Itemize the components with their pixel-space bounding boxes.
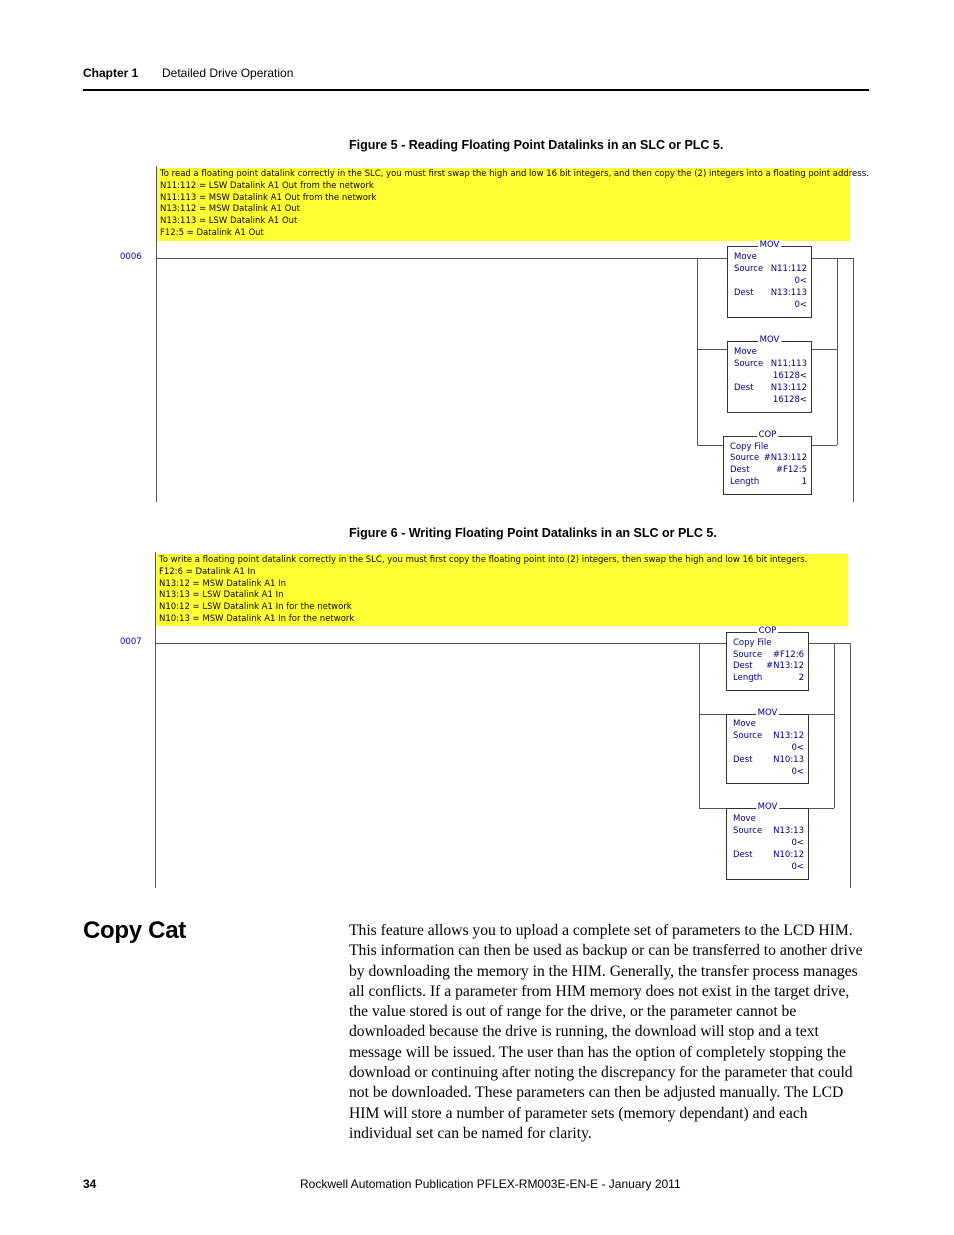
- block-row: Source N11:112: [734, 264, 807, 274]
- branch-left-wire: [699, 643, 700, 808]
- branch-wire: [697, 445, 723, 446]
- block-row: 0<: [794, 300, 807, 310]
- publication-info: Rockwell Automation Publication PFLEX-RM003E-EN-E - January 2011: [300, 1177, 681, 1191]
- right-power-rail: [850, 643, 851, 888]
- branch-wire: [699, 714, 726, 715]
- section-heading: Copy Cat: [83, 917, 186, 944]
- branch-right-wire: [834, 643, 835, 808]
- block-row: Source N11:113: [734, 359, 807, 369]
- block-row: Dest N10:13: [733, 755, 804, 765]
- comment-line: N10:12 = LSW Datalink A1 In for the network: [159, 602, 352, 613]
- comment-line: To write a floating point datalink correctly in the SLC, you must first copy the floating point into (2) integers, then swap the high and low 16 bit integers.: [159, 555, 808, 565]
- mov-instruction-block: [726, 802, 809, 880]
- figure5-rung-number: 0006: [120, 252, 142, 262]
- branch-left-wire: [697, 258, 698, 445]
- block-name: MOV: [759, 240, 780, 250]
- mov-instruction-block: [726, 708, 809, 784]
- comment-line: N11:112 = LSW Datalink A1 Out from the network: [160, 180, 374, 191]
- block-name: COP: [758, 430, 777, 440]
- figure6-caption: Figure 6 - Writing Floating Point Datalinks in an SLC or PLC 5.: [349, 526, 717, 540]
- block-row: Dest #F12:5: [730, 465, 807, 475]
- block-row: Source #F12:6: [733, 650, 804, 660]
- block-name: MOV: [757, 802, 778, 812]
- comment-line: F12:5 = Datalink A1 Out: [160, 227, 264, 238]
- section-body: This feature allows you to upload a complete set of parameters to the LCD HIM. This information can then be used as backup or can be transferred to another drive by downloading the memory in the HIM. Generally, the transfer process manages all conflicts. If a parameter from HIM memory does not exist in the target drive, the value stored is out of range for the drive, or the parameter cannot be downloaded because the drive is running, the download will stop and a text message will be issued. The user than has the option of completely stopping the download or continuing after noting the discrepancy for the parameter that could not be downloaded. These parameters can then be adjusted manually. The LCD HIM will store a number of parameter sets (memory dependant) and each individual set can be named for clarity.: [349, 922, 863, 1142]
- block-title: Move: [734, 347, 757, 357]
- block-name: COP: [758, 626, 777, 636]
- figure6-rung-number: 0007: [120, 637, 142, 647]
- block-row: 0<: [791, 862, 804, 872]
- block-title: Move: [733, 719, 756, 729]
- block-row: Length 2: [733, 673, 804, 683]
- rung-wire: [155, 643, 726, 644]
- branch-wire: [812, 349, 837, 350]
- comment-line: To read a floating point datalink correctly in the SLC, you must first swap the high and low 16 bit integers, and then copy the (2) integers into a floating point address.: [160, 169, 869, 179]
- comment-line: N10:13 = MSW Datalink A1 In for the network: [159, 613, 355, 624]
- block-name: MOV: [759, 335, 780, 345]
- rung-wire: [812, 258, 853, 259]
- comment-line: N11:113 = MSW Datalink A1 Out from the network: [160, 192, 377, 203]
- chapter-label: Chapter 1: [83, 66, 139, 80]
- block-row: Dest N13:113: [734, 288, 807, 298]
- branch-wire: [697, 349, 727, 350]
- figure5-caption: Figure 5 - Reading Floating Point Datalinks in an SLC or PLC 5.: [349, 138, 724, 152]
- cop-instruction-block: [726, 626, 809, 691]
- block-title: Move: [733, 814, 756, 824]
- block-row: 0<: [791, 743, 804, 753]
- branch-wire: [812, 445, 837, 446]
- block-title: Copy File: [733, 638, 772, 648]
- block-row: 0<: [791, 838, 804, 848]
- block-name: MOV: [757, 708, 778, 718]
- branch-wire: [809, 714, 834, 715]
- figure5-comment: [157, 168, 869, 241]
- block-row: Dest N13:112: [734, 383, 807, 393]
- figure6-comment: [156, 554, 848, 626]
- page-number: 34: [83, 1177, 97, 1191]
- header-rule: [83, 89, 869, 91]
- block-row: Source N13:13: [733, 826, 804, 836]
- comment-line: F12:6 = Datalink A1 In: [159, 566, 256, 577]
- block-row: Source N13:12: [733, 731, 804, 741]
- block-title: Copy File: [730, 442, 769, 452]
- left-power-rail: [156, 166, 157, 502]
- block-row: 0<: [794, 276, 807, 286]
- block-row: 16128<: [772, 395, 807, 405]
- comment-line: N13:13 = LSW Datalink A1 In: [159, 590, 284, 601]
- block-row: Dest #N13:12: [733, 661, 804, 671]
- cop-instruction-block: [723, 430, 812, 495]
- block-row: Source #N13:112: [730, 453, 807, 463]
- mov-instruction-block: [727, 240, 812, 318]
- right-power-rail: [853, 258, 854, 502]
- rung-wire: [156, 258, 727, 259]
- block-row: 0<: [791, 767, 804, 777]
- block-row: Dest N10:12: [733, 850, 804, 860]
- left-power-rail: [155, 552, 156, 888]
- block-row: 16128<: [772, 371, 807, 381]
- chapter-title: Detailed Drive Operation: [162, 66, 294, 80]
- comment-line: N13:112 = MSW Datalink A1 Out: [160, 204, 300, 215]
- branch-wire: [699, 808, 726, 809]
- figure6-ladder: [117, 552, 857, 888]
- rung-wire: [809, 643, 850, 644]
- block-title: Move: [734, 252, 757, 262]
- comment-line: N13:113 = LSW Datalink A1 Out: [160, 216, 298, 227]
- branch-right-wire: [837, 258, 838, 445]
- block-row: Length 1: [730, 477, 807, 487]
- comment-line: N13:12 = MSW Datalink A1 In: [159, 578, 287, 589]
- mov-instruction-block: [727, 335, 812, 413]
- branch-wire: [809, 808, 834, 809]
- figure5-ladder: [117, 166, 869, 502]
